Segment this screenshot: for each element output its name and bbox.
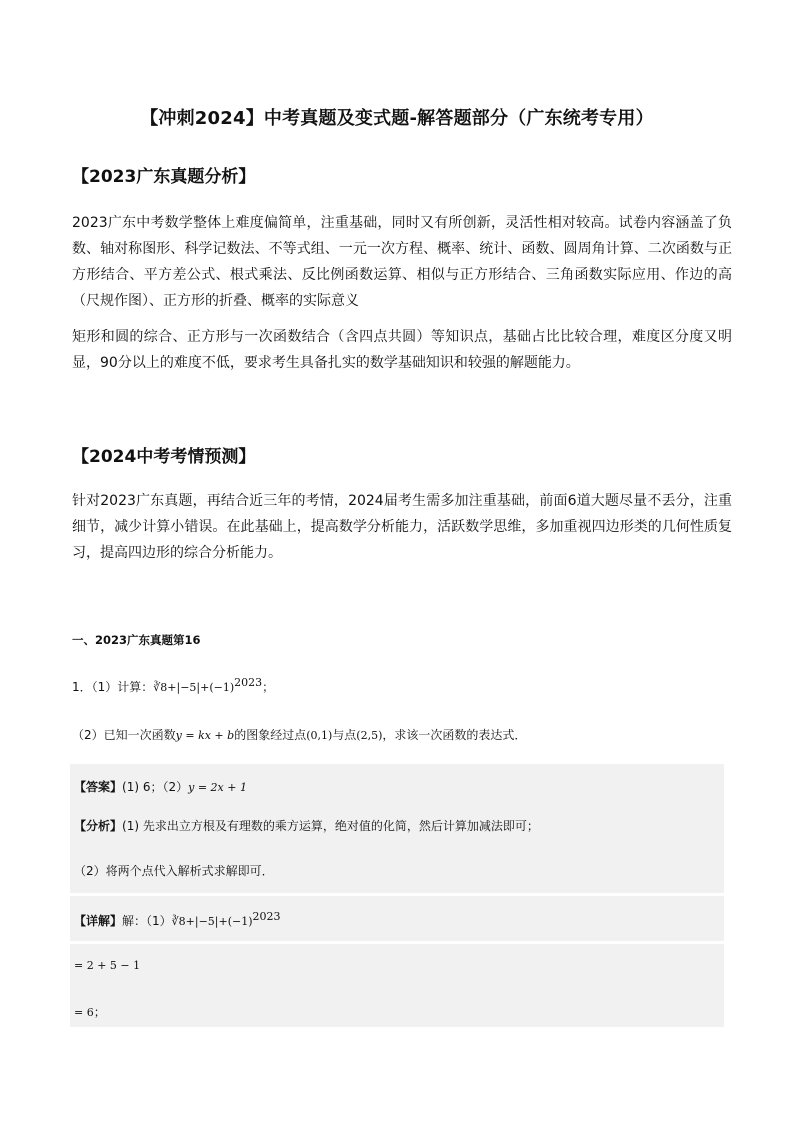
detail-exponent: 2023	[252, 910, 281, 923]
q2-point-2: (2,5)	[356, 729, 383, 742]
analysis-band	[70, 803, 724, 848]
analysis-text-2: （2）将两个点代入解析式求解即可．	[74, 864, 274, 878]
q2-prefix: （2）已知一次函数	[72, 728, 176, 742]
detail-step-band-2	[70, 989, 724, 1027]
forecast-paragraph: 针对2023广东真题，再结合近三年的考情，2024届考生需多加注重基础，前面6道大题尽量不丢分，注重细节，减少计算小错误。在此基础上，提高数学分析能力，活跃数学思维，多加重视四边形类的几何性质复习，提高四边形的综合分析能力。	[72, 493, 732, 561]
answer-label: 【答案】	[74, 780, 123, 794]
detail-text: 解：（1）	[122, 914, 172, 928]
detail-step-2-suffix: ；	[93, 1005, 106, 1019]
q2-mid: 的图象经过点	[234, 728, 307, 742]
detail-label: 【详解】	[74, 914, 123, 928]
section-heading-forecast: 【2024中考考情预测】	[72, 447, 256, 467]
q1-exponent: 2023	[234, 676, 263, 689]
analysis-paragraph-1: 2023广东中考数学整体上难度偏简单，注重基础，同时又有所创新，灵活性相对较高。试卷内容涵盖了负数、轴对称图形、科学记数法、不等式组、一元一次方程、概率、统计、函数、圆周角计算、二次函数与正方形结合、平方差公式、根式乘法、反比例函数运算、相似与正方形结合、三角函数实际应用、作边的高（尺规作图）、正方形的折叠、概率的实际意义	[72, 215, 732, 309]
q1-expression: ∛8+|−5|+(−1)	[153, 681, 235, 694]
analysis-band-2	[70, 848, 724, 893]
analysis-paragraph-2: 矩形和圆的综合、正方形与一次函数结合（含四点共圆）等知识点，基础占比比较合理，难度区分度又明显，90分以上的难度不低，要求考生具备扎实的数学基础知识和较强的解题能力。	[72, 329, 732, 371]
q2-function: y = kx + b	[175, 729, 235, 742]
q1-prefix: 1．（1）计算：	[72, 680, 154, 694]
q1-suffix: ；	[262, 680, 275, 694]
detail-expression: ∛8+|−5|+(−1)	[171, 915, 253, 928]
page-title: 【冲刺2024】中考真题及变式题-解答题部分（广东统考专用）	[140, 108, 654, 129]
q2-suffix: ，求该一次函数的表达式．	[382, 728, 527, 742]
detail-step-1: = 2 + 5 − 1	[74, 959, 141, 972]
answer-text: (1) 6；（2）	[122, 780, 189, 794]
answer-expression: y = 2x + 1	[188, 781, 247, 794]
part-heading: 一、2023广东真题第16	[72, 633, 201, 647]
question-1-part-1	[72, 676, 274, 695]
analysis-label: 【分析】	[74, 819, 123, 833]
detail-step-band-1	[70, 944, 724, 989]
q2-and: 与点	[332, 728, 357, 742]
q2-point-1: (0,1)	[306, 729, 333, 742]
question-1-part-2	[72, 726, 526, 743]
section-heading-analysis: 【2023广东真题分析】	[72, 167, 256, 187]
analysis-text: (1) 先求出立方根及有理数的乘方运算，绝对值的化简，然后计算加减法即可；	[122, 819, 539, 833]
detail-step-2: = 6	[74, 1006, 94, 1019]
detail-band	[70, 896, 724, 941]
